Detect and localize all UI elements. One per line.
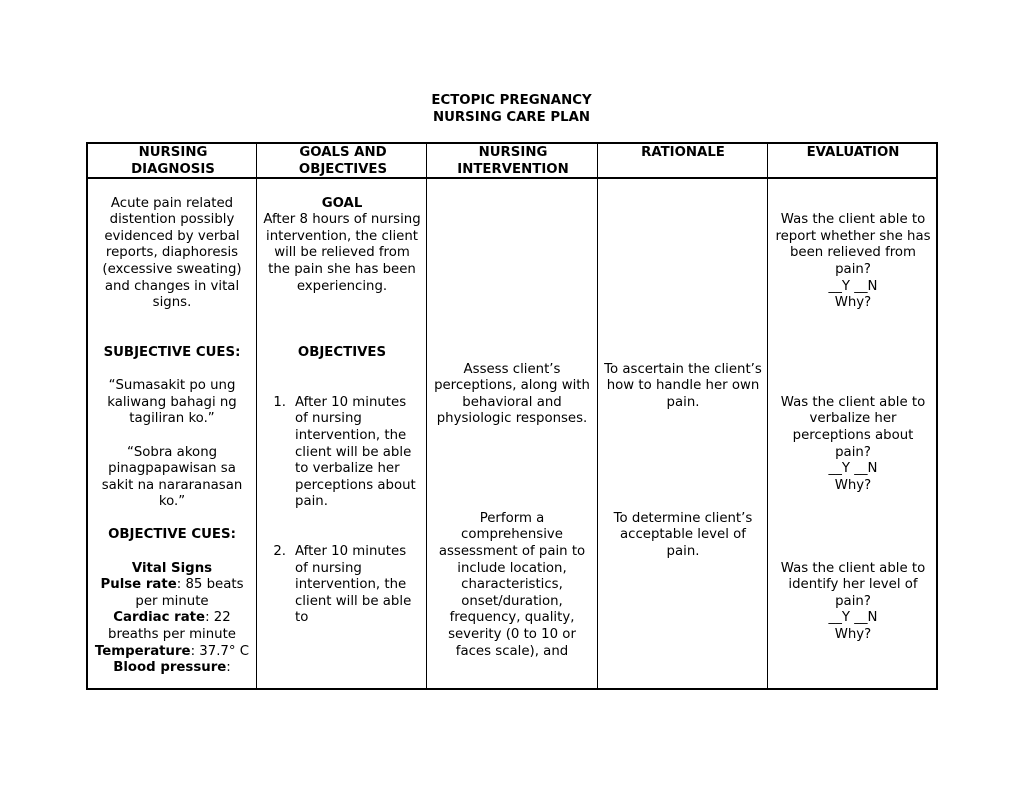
- why-prompt: Why?: [834, 627, 872, 643]
- care-plan-table: [86, 142, 938, 690]
- intervention-cell: [433, 179, 591, 660]
- title-line-2: NURSING CARE PLAN: [433, 109, 590, 125]
- title-line-1: ECTOPIC PREGNANCY: [431, 93, 592, 108]
- intervention-item: Assess client’s perceptions, along with behavioral and physiologic responses.: [434, 361, 590, 427]
- objectives-heading: OBJECTIVES: [297, 344, 387, 360]
- diagnosis-cell: [94, 179, 250, 677]
- header-nursing-diagnosis: NURSING DIAGNOSIS: [131, 145, 215, 177]
- objective-cues-heading: OBJECTIVE CUES:: [108, 527, 236, 543]
- rationale-cell: [603, 179, 763, 561]
- yes-no-blank: __Y __N: [828, 461, 878, 477]
- evaluation-question: Was the client able to identify her level of pain?: [780, 560, 926, 609]
- yes-no-blank: __Y __N: [828, 610, 878, 626]
- objective-item: 2. After 10 minutes of nursing intervention, the client will be able to: [273, 544, 412, 626]
- column-divider: [767, 144, 768, 688]
- why-prompt: Why?: [834, 477, 872, 493]
- evaluation-question: Was the client able to verbalize her perceptions about pain?: [780, 394, 926, 460]
- why-prompt: Why?: [834, 295, 872, 311]
- subjective-quote: “Sobra akong pinagpapawisan sa sakit na nararanasan ko.”: [101, 444, 243, 510]
- subjective-cues-heading: SUBJECTIVE CUES:: [103, 344, 241, 360]
- header-evaluation: EVALUATION: [806, 145, 900, 160]
- evaluation-cell: [773, 179, 933, 644]
- header-rationale: RATIONALE: [641, 145, 725, 160]
- objective-item: 1. After 10 minutes of nursing intervention, the client will be able to verbalize her perceptions about pain.: [273, 394, 416, 510]
- column-divider: [426, 144, 427, 688]
- vital-pulse-rate: Pulse rate: 85 beats per minute: [100, 577, 244, 609]
- document-title: [0, 93, 1023, 126]
- column-divider: [597, 144, 598, 688]
- header-nursing-intervention: NURSING INTERVENTION: [457, 145, 569, 177]
- intervention-item: Perform a comprehensive assessment of pain to include location, characteristics, onset/duration, frequency, quality, severity (0 to 10 or faces scale), and: [438, 510, 586, 659]
- rationale-item: To determine client’s acceptable level of pain.: [613, 510, 753, 560]
- vital-signs-heading: Vital Signs: [131, 560, 213, 576]
- diagnosis-statement: Acute pain related distention possibly evidenced by verbal reports, diaphoresis (excessive sweating) and changes in vital signs.: [102, 195, 242, 311]
- goals-cell: [262, 179, 422, 627]
- vital-cardiac-rate: Cardiac rate: 22 breaths per minute: [108, 610, 236, 643]
- header-goals-objectives: GOALS AND OBJECTIVES: [298, 145, 388, 177]
- objectives-list: [262, 395, 422, 627]
- subjective-quote: “Sumasakit po ung kaliwang bahagi ng tagiliran ko.”: [107, 378, 237, 427]
- evaluation-question: Was the client able to report whether she has been relieved from pain?: [775, 212, 931, 277]
- column-divider: [256, 144, 257, 688]
- vital-temperature: Temperature: 37.7° C: [94, 643, 250, 659]
- yes-no-blank: __Y __N: [828, 278, 878, 294]
- goal-text: After 8 hours of nursing intervention, the client will be relieved from the pain she has been experiencing.: [263, 212, 421, 294]
- vital-blood-pressure: Blood pressure:: [113, 660, 231, 676]
- goal-heading: GOAL: [321, 195, 363, 211]
- rationale-item: To ascertain the client’s how to handle her own pain.: [604, 361, 762, 410]
